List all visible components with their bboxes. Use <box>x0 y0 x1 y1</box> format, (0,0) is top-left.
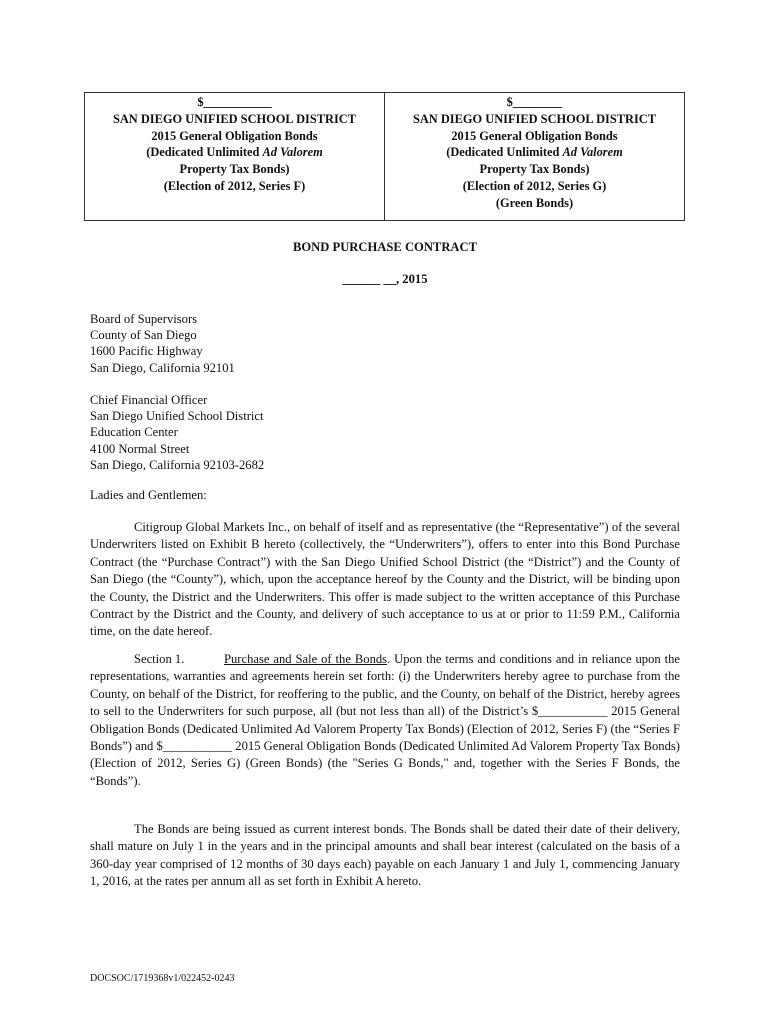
address-board-of-supervisors <box>90 311 235 376</box>
series-g-bonds: 2015 General Obligation Bonds <box>451 128 618 143</box>
series-g-amount: $________ <box>506 95 563 109</box>
address-line: San Diego Unified School District <box>90 409 264 424</box>
series-g-election: (Election of 2012, Series G) <box>462 178 607 193</box>
document-title: BOND PURCHASE CONTRACT <box>292 240 478 254</box>
series-f-amount: $___________ <box>197 95 272 109</box>
series-f-election: (Election of 2012, Series F) <box>163 178 306 193</box>
series-f-dedicated-line <box>85 144 384 161</box>
series-g-ad-valorem: Ad Valorem <box>562 145 623 160</box>
section-1-paragraph <box>90 651 680 790</box>
series-f-ad-valorem: Ad Valorem <box>262 145 323 160</box>
bond-header-table <box>84 92 685 221</box>
address-line: San Diego, California 92103-2682 <box>90 457 265 472</box>
section-number: Section 1. <box>134 652 185 666</box>
section-text: . Upon the terms and conditions and in reliance upon the representations, warranties and agreements herein set forth: (i) the Underwriters hereby agree to purchase from the County, on behalf of the District, for reoffering to the public, and the County, on behalf of the District, hereby agrees to sell to the Underwriters for such purpose, all (but not less than all) of the District’s $___________ 2015 General Obligation Bonds (Dedicated Unlimited Ad Valorem Property Tax Bonds) (Election of 2012, Series F) (the “Series F Bonds”) and $___________ 2015 General Obligation Bonds (Dedicated Unlimited Ad Valorem Property Tax Bonds) (Election of 2012, Series G) (Green Bonds) (the "Series G Bonds," and, together with the Series F Bonds, the “Bonds”). <box>90 652 680 788</box>
series-f-property-tax: Property Tax Bonds) <box>179 162 290 177</box>
date-line: ______ __, 2015 <box>342 272 428 286</box>
series-g-header-cell <box>384 93 684 220</box>
bonds-terms-paragraph: The Bonds are being issued as current interest bonds. The Bonds shall be dated their date of their delivery, shall mature on July 1 in the years and in the principal amounts and shall bear interest (calculated on the basis of a 360-day year comprised of 12 months of 30 days each) payable on each January 1 and July 1, commencing January 1, 2016, at the rates per annum all as set forth in Exhibit A hereto. <box>90 822 680 889</box>
offer-paragraph: Citigroup Global Markets Inc., on behalf of itself and as representative (the “Representative”) of the several Underwriters listed on Exhibit B hereto (collectively, the “Underwriters”), offers to enter into this Bond Purchase Contract (the “Purchase Contract”) with the San Diego Unified School District (the “District”) and the County of San Diego (the “County”), which, upon the acceptance hereof by the County and the District, will be binding upon the County, the District and the Underwriters. This offer is made subject to the written acceptance of this Purchase Contract by the District and the County, and delivery of such acceptance to us at or prior to 11:59 P.M., California time, on the date hereof. <box>90 520 680 639</box>
series-g-dedicated: (Dedicated Unlimited <box>446 145 563 160</box>
address-chief-financial-officer <box>90 392 264 473</box>
series-f-bonds: 2015 General Obligation Bonds <box>151 128 318 143</box>
address-line: San Diego, California 92101 <box>90 360 235 375</box>
address-line: Chief Financial Officer <box>90 393 208 407</box>
series-f-dedicated: (Dedicated Unlimited <box>146 145 263 160</box>
address-line: 1600 Pacific Highway <box>90 344 203 359</box>
salutation: Ladies and Gentlemen: <box>90 488 207 502</box>
address-line: County of San Diego <box>90 328 197 343</box>
series-g-property-tax: Property Tax Bonds) <box>479 162 590 177</box>
address-line: 4100 Normal Street <box>90 441 190 456</box>
series-f-issuer: SAN DIEGO UNIFIED SCHOOL DISTRICT <box>112 111 357 126</box>
address-line: Education Center <box>90 425 178 440</box>
address-line: Board of Supervisors <box>90 312 198 326</box>
section-heading: Purchase and Sale of the Bonds <box>224 652 388 666</box>
series-f-header-cell <box>85 93 384 220</box>
series-g-green: (Green Bonds) <box>495 195 574 210</box>
series-g-dedicated-line <box>385 144 684 161</box>
document-footer-id: DOCSOC/1719368v1/022452-0243 <box>90 973 235 984</box>
series-g-issuer: SAN DIEGO UNIFIED SCHOOL DISTRICT <box>412 111 657 126</box>
